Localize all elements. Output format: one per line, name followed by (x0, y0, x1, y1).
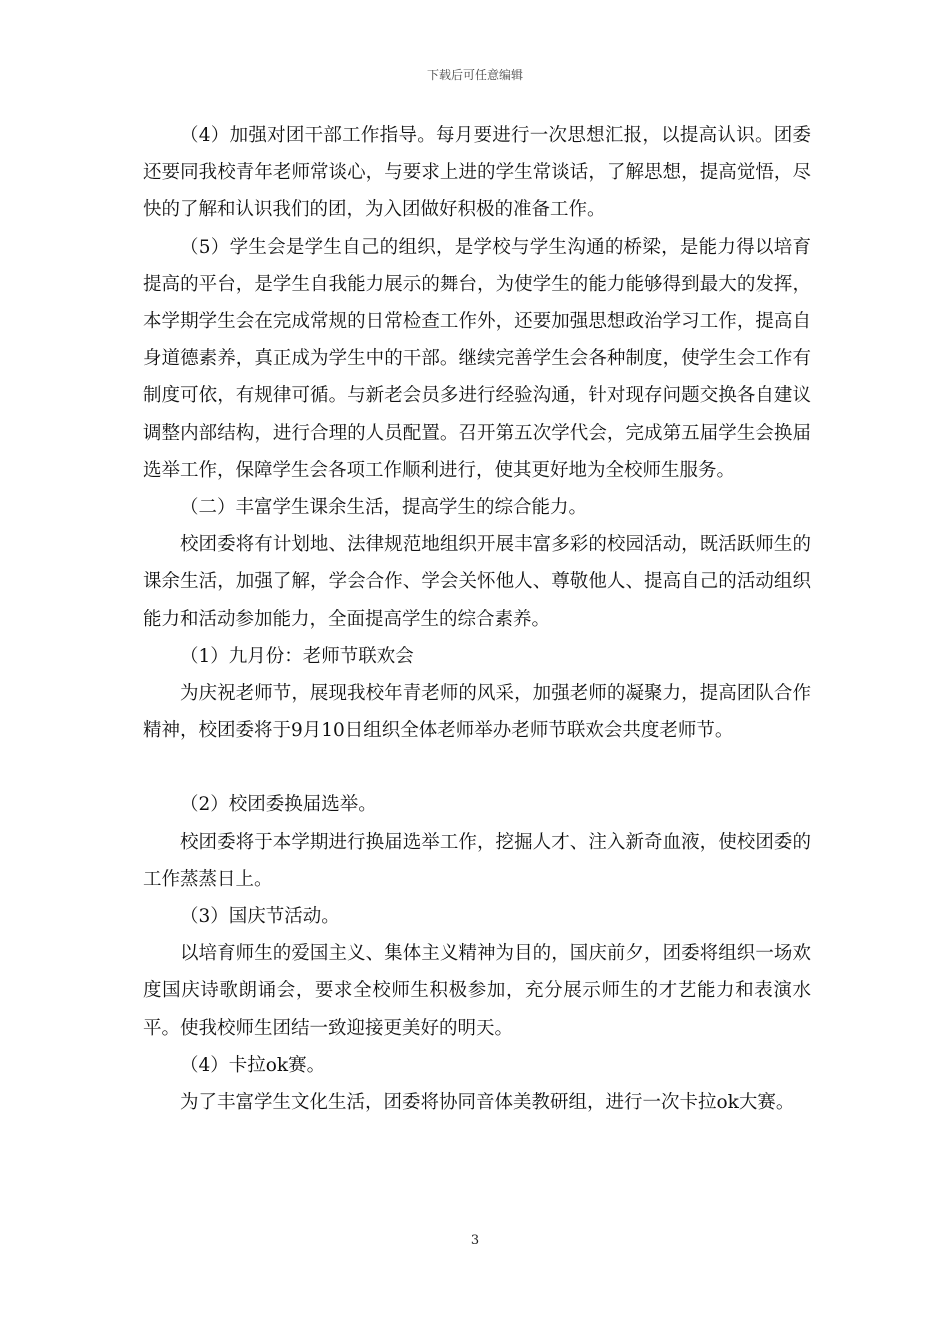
section-heading-activities: （二）丰富学生课余生活，提高学生的综合能力。 (180, 497, 588, 519)
paragraph-karaoke: 为了丰富学生文化生活，团委将协同音体美教研组，进行一次卡拉ok大赛。 (180, 1092, 795, 1114)
item-heading-karaoke: （4）卡拉ok赛。 (180, 1054, 326, 1076)
paragraph-election: 校团委将于本学期进行换届选举工作，挖掘人才、注入新奇血液，使校团委的工作蒸蒸日上。 (143, 831, 811, 890)
paragraph-student-union: （5）学生会是学生自己的组织，是学校与学生沟通的桥梁，是能力得以培育提高的平台，是学生自我能力展示的舞台，为使学生的能力能够得到最大的发挥，本学期学生会在完成常规的日常检查工作外，还要加强思想政治学习工作，提高自身道德素养，真正成为学生中的干部。继续完善学生会各种制度，使学生会工作有制度可依，有规律可循。与新老会员多进行经验沟通，针对现存问题交换各自建议调整内部结构，进行合理的人员配置。召开第五次学代会，完成第五届学生会换届选举工作，保障学生会各项工作顺利进行，使其更好地为全校师生服务。 (143, 236, 811, 481)
paragraph-guidance: （4）加强对团干部工作指导。每月要进行一次思想汇报，以提高认识。团委还要同我校青年老师常谈心，与要求上进的学生常谈话，了解思想，提高觉悟，尽快的了解和认识我们的团，为入团做好积极的准备工作。 (143, 125, 811, 221)
item-heading-national-day: （3）国庆节活动。 (180, 906, 340, 928)
paragraph-national-day: 以培育师生的爱国主义、集体主义精神为目的，国庆前夕，团委将组织一场欢度国庆诗歌朗诵会，要求全校师生积极参加，充分展示师生的才艺能力和表演水平。使我校师生团结一致迎接更美好的明天。 (143, 943, 811, 1039)
page-header: 下载后可任意编辑 (426, 68, 523, 82)
page-number: 3 (470, 1233, 480, 1248)
document-body (143, 117, 811, 1121)
item-heading-election: （2）校团委换届选举。 (180, 794, 377, 816)
item-heading-september: （1）九月份：老师节联欢会 (180, 645, 414, 667)
paragraph-activities-intro: 校团委将有计划地、法律规范地组织开展丰富多彩的校园活动，既活跃师生的课余生活，加强了解，学会合作、学会关怀他人、尊敬他人、提高自己的活动组织能力和活动参加能力，全面提高学生的综合素养。 (143, 534, 811, 630)
blank-line (143, 749, 811, 786)
paragraph-teachers-day: 为庆祝老师节，展现我校年青老师的风采，加强老师的凝聚力，提高团队合作精神，校团委将于9月10日组织全体老师举办老师节联欢会共度老师节。 (143, 683, 811, 742)
